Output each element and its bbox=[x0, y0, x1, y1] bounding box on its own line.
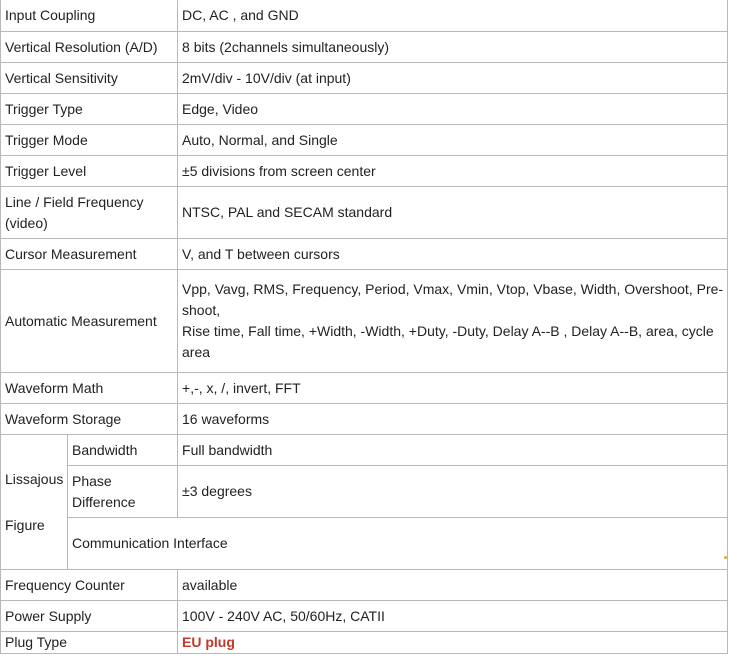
lissajous-label-line: Lissajous bbox=[5, 471, 64, 487]
spec-row-plug-type bbox=[1, 632, 728, 654]
spec-value: Edge, Video bbox=[178, 94, 728, 125]
spec-label: Cursor Measurement bbox=[1, 239, 178, 270]
spec-row-line-field-frequency bbox=[1, 187, 728, 239]
spec-row-input-coupling bbox=[1, 0, 728, 32]
lissajous-label-line: Figure bbox=[5, 517, 45, 533]
spec-value-line: Rise time, Fall time, +Width, -Width, +Duty, -Duty, Delay A--B , Delay A--B, area, cycle area bbox=[182, 323, 714, 360]
spec-label: Power Supply bbox=[1, 601, 178, 632]
spec-value: V, and T between cursors bbox=[178, 239, 728, 270]
spec-value: DC, AC , and GND bbox=[178, 0, 728, 32]
spec-label: Frequency Counter bbox=[1, 570, 178, 601]
decorative-dot bbox=[724, 556, 727, 559]
spec-row-lissajous-phase bbox=[1, 466, 728, 518]
spec-label: Automatic Measurement bbox=[1, 270, 178, 373]
spec-label: Trigger Type bbox=[1, 94, 178, 125]
spec-label: Waveform Math bbox=[1, 373, 178, 404]
spec-value: Full bandwidth bbox=[178, 435, 728, 466]
spec-label: Vertical Sensitivity bbox=[1, 63, 178, 94]
spec-row-waveform-storage bbox=[1, 404, 728, 435]
spec-value: ±5 divisions from screen center bbox=[178, 156, 728, 187]
spec-row-frequency-counter bbox=[1, 570, 728, 601]
spec-row-trigger-level bbox=[1, 156, 728, 187]
spec-value: 8 bits (2channels simultaneously) bbox=[178, 32, 728, 63]
spec-row-trigger-mode bbox=[1, 125, 728, 156]
spec-row-power-supply bbox=[1, 601, 728, 632]
spec-label: Input Coupling bbox=[1, 0, 178, 32]
spec-value bbox=[178, 270, 728, 373]
spec-value: Communication Interface bbox=[68, 518, 728, 570]
spec-value: NTSC, PAL and SECAM standard bbox=[178, 187, 728, 239]
spec-value-highlight: EU plug bbox=[178, 632, 728, 654]
spec-label: Trigger Mode bbox=[1, 125, 178, 156]
spec-row-waveform-math bbox=[1, 373, 728, 404]
spec-row-trigger-type bbox=[1, 94, 728, 125]
spec-value: 16 waveforms bbox=[178, 404, 728, 435]
spec-value: 100V - 240V AC, 50/60Hz, CATII bbox=[178, 601, 728, 632]
spec-sublabel: Phase Difference bbox=[68, 466, 178, 518]
spec-row-cursor-measurement bbox=[1, 239, 728, 270]
spec-label: Vertical Resolution (A/D) bbox=[1, 32, 178, 63]
spec-value: available bbox=[178, 570, 728, 601]
spec-label: Line / Field Frequency (video) bbox=[1, 187, 178, 239]
spec-row-automatic-measurement bbox=[1, 270, 728, 373]
spec-value: Auto, Normal, and Single bbox=[178, 125, 728, 156]
spec-value-line: Vpp, Vavg, RMS, Frequency, Period, Vmax, Vmin, Vtop, Vbase, Width, Overshoot, Pre-shoot, bbox=[182, 281, 724, 318]
spec-value: +,-, x, /, invert, FFT bbox=[178, 373, 728, 404]
spec-row-vertical-resolution bbox=[1, 32, 728, 63]
spec-label: Plug Type bbox=[1, 632, 178, 654]
spec-value: 2mV/div - 10V/div (at input) bbox=[178, 63, 728, 94]
spec-row-lissajous-bandwidth bbox=[1, 435, 728, 466]
spec-label: Trigger Level bbox=[1, 156, 178, 187]
lissajous-label bbox=[1, 435, 68, 570]
spec-sublabel: Bandwidth bbox=[68, 435, 178, 466]
spec-row-vertical-sensitivity bbox=[1, 63, 728, 94]
spec-label: Waveform Storage bbox=[1, 404, 178, 435]
spec-value: ±3 degrees bbox=[178, 466, 728, 518]
spec-row-communication-interface bbox=[1, 518, 728, 570]
